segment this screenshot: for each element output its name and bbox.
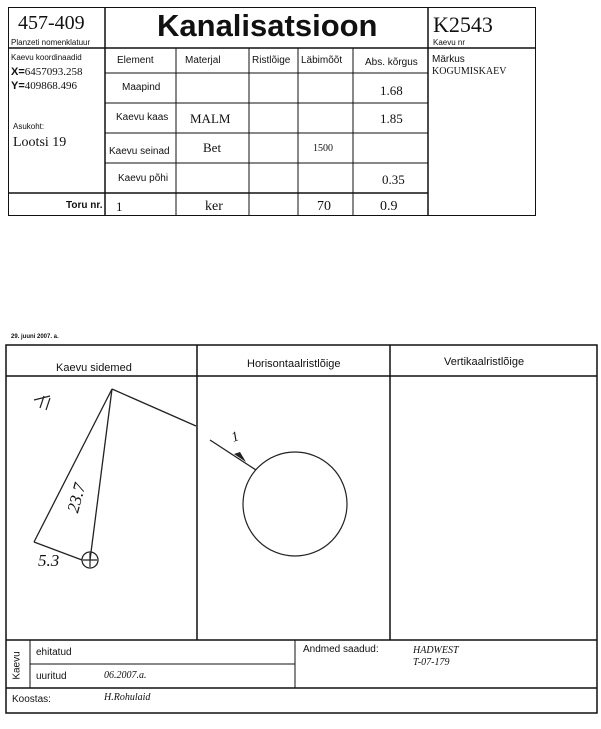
row-height-bottom: 0.35 xyxy=(382,172,405,187)
y-value: 409868.496 xyxy=(24,80,78,92)
pipe-label: Toru nr. xyxy=(66,200,103,211)
built-label: ehitatud xyxy=(36,647,72,658)
row-element-walls: Kaevu seinad xyxy=(109,146,170,157)
y-prefix: Y= xyxy=(11,80,25,92)
hand-distance-1: 23.7 xyxy=(63,481,90,515)
th-height: Abs. kõrgus xyxy=(365,57,418,68)
x-prefix: X= xyxy=(11,66,25,78)
data-from-label: Andmed saadud: xyxy=(303,644,379,655)
x-value: 6457093.258 xyxy=(24,66,83,78)
row-height-lid: 1.85 xyxy=(380,111,403,126)
well-number-label: Kaevu nr xyxy=(433,38,466,47)
pipe-material: ker xyxy=(205,199,223,214)
row-material-walls: Bet xyxy=(203,140,222,155)
row-element-ground: Maapind xyxy=(122,82,161,93)
measured-value: 06.2007.a. xyxy=(104,670,147,681)
address-value: Lootsi 19 xyxy=(13,135,67,150)
compiled-label: Koostas: xyxy=(12,694,51,705)
sketch-col-vertical: Vertikaalristlõige xyxy=(444,356,525,368)
coords-label: Kaevu koordinaadid xyxy=(11,53,82,62)
compiled-value: H.Rohulaid xyxy=(104,692,151,703)
date-note: 29. juuni 2007. a. xyxy=(11,334,59,340)
pipe-height: 0.9 xyxy=(380,199,398,214)
th-diameter: Läbimõõt xyxy=(301,55,343,66)
row-material-lid: MALM xyxy=(190,111,231,126)
row-diameter-walls: 1500 xyxy=(313,143,333,154)
pipe-diameter: 70 xyxy=(317,199,331,214)
address-label: Asukoht: xyxy=(13,122,45,131)
th-material: Materjal xyxy=(185,55,221,66)
th-cross: Ristlõige xyxy=(252,55,291,66)
row-element-lid: Kaevu kaas xyxy=(116,112,169,123)
sketch-col-ties: Kaevu sidemed xyxy=(56,362,132,374)
measured-label: uuritud xyxy=(36,671,67,682)
remarks-label: Märkus xyxy=(432,54,465,65)
row-element-bottom: Kaevu põhi xyxy=(118,173,169,184)
page-title: Kanalisatsioon xyxy=(157,8,378,43)
remarks-value: KOGUMISKAEV xyxy=(432,66,507,77)
sketch-col-horizontal: Horisontaalristlõige xyxy=(247,358,341,370)
hand-pipe-number: 1 xyxy=(229,429,242,446)
nomenclature-number: 457-409 xyxy=(18,12,85,34)
hand-distance-2: 5.3 xyxy=(38,551,60,570)
data-from-value-1: HADWEST xyxy=(413,645,459,656)
well-number: K2543 xyxy=(433,12,493,37)
data-from-value-2: T-07-179 xyxy=(413,657,450,668)
pipe-number: 1 xyxy=(116,199,123,214)
th-element: Element xyxy=(117,55,154,66)
footer-side-label: Kaevu xyxy=(11,651,23,680)
nomenclature-label: Planzeti nomenklatuur xyxy=(11,38,91,47)
row-height-ground: 1.68 xyxy=(380,83,403,98)
